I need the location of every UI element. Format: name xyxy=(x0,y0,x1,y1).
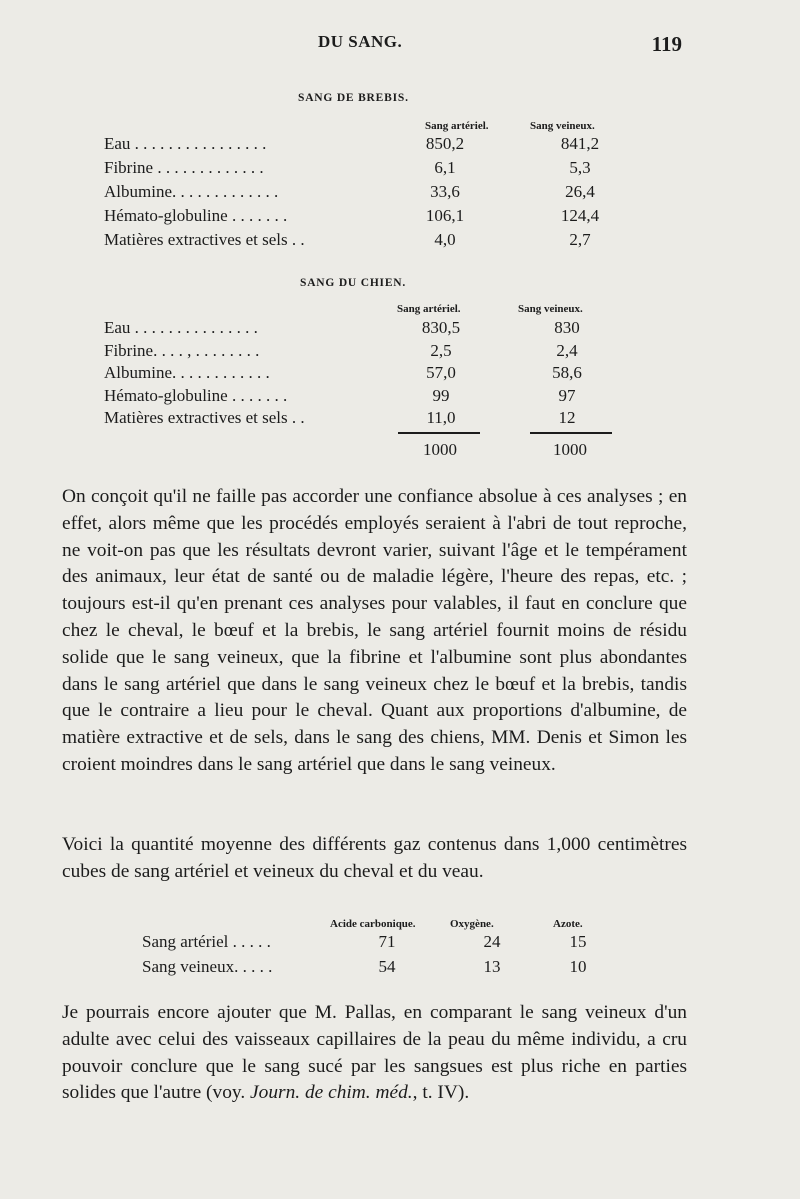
row-label: Eau . . . . . . . . . . . . . . . . xyxy=(104,134,267,153)
gas-col-oxygen: Oxygène. xyxy=(450,918,494,930)
running-head-title: DU SANG. xyxy=(318,32,403,51)
total-rule-arterial xyxy=(398,432,480,434)
paragraph-pallas-text: Je pourrais encore ajouter que M. Pallas, en comparant le sang veineux d'un adulte avec celui des vaisseaux capillaires de la peau du même individu, a cru pouvoir conclure que le sang sucé par les sangsues est plus riche en parties solides que l'autre (voy. xyxy=(62,1002,687,1104)
venous-value: 97 xyxy=(558,385,576,405)
table-row xyxy=(104,158,624,180)
venous-value: 58,6 xyxy=(552,363,582,382)
paragraph-gaz: Voici la quantité moyenne des différents gaz contenus dans 1,000 centimètres cubes de sang artériel et veineux du cheval et du veau. xyxy=(62,834,687,882)
table-row xyxy=(142,932,622,954)
table-chien-col-arterial: Sang artériel. xyxy=(397,303,461,315)
table-chien-total-arterial: 1000 xyxy=(423,440,457,459)
table-brebis-col-venous: Sang veineux. xyxy=(530,120,595,132)
arterial-value: 850,2 xyxy=(425,134,465,153)
table-chien-col-venous: Sang veineux. xyxy=(518,303,583,315)
venous-value: 124,4 xyxy=(560,206,600,225)
paragraph-pallas xyxy=(62,1000,687,1107)
gas-col-nitrogen: Azote. xyxy=(553,918,583,930)
journal-citation: Journ. de chim. méd. xyxy=(250,1082,413,1104)
table-row xyxy=(104,386,624,408)
arterial-value: 6,1 xyxy=(434,158,456,177)
row-label: Albumine. . . . . . . . . . . . . xyxy=(104,182,279,201)
gas-value: 24 xyxy=(483,932,501,951)
table-row xyxy=(104,341,624,363)
paragraph-pallas-end: , t. IV). xyxy=(412,1082,470,1104)
gas-value: 10 xyxy=(569,957,587,976)
arterial-value: 57,0 xyxy=(426,363,456,382)
table-row xyxy=(142,957,622,979)
table-chien-title: SANG DU CHIEN. xyxy=(300,277,407,289)
gas-col-co2: Acide carbonique. xyxy=(330,918,416,930)
gas-value: 13 xyxy=(483,957,501,976)
table-row xyxy=(104,134,624,156)
venous-value: 2,7 xyxy=(569,230,591,249)
row-label: Sang veineux. . . . . xyxy=(142,957,273,976)
arterial-value: 99 xyxy=(432,385,450,405)
arterial-value: 106,1 xyxy=(425,206,465,225)
table-row xyxy=(104,318,624,340)
row-label: Hémato-globuline . . . . . . . xyxy=(104,385,288,405)
venous-value: 830 xyxy=(554,318,580,337)
gas-value: 54 xyxy=(378,957,396,976)
venous-value: 2,4 xyxy=(556,340,578,360)
table-row xyxy=(104,408,624,430)
table-brebis-title: SANG DE BREBIS. xyxy=(298,92,409,104)
running-head xyxy=(0,30,800,60)
arterial-value: 33,6 xyxy=(430,182,460,201)
row-label: Sang artériel . . . . . xyxy=(142,932,271,951)
table-row xyxy=(104,182,624,204)
table-brebis-col-arterial: Sang artériel. xyxy=(425,120,489,132)
venous-value: 841,2 xyxy=(560,134,600,153)
row-label: Albumine. . . . . . . . . . . . xyxy=(104,363,270,382)
total-rule-venous xyxy=(530,432,612,434)
gas-value: 71 xyxy=(378,932,396,951)
table-row xyxy=(104,230,624,252)
row-label: Eau . . . . . . . . . . . . . . . xyxy=(104,318,258,337)
table-chien-total-venous: 1000 xyxy=(553,440,587,459)
table-row xyxy=(104,206,624,228)
venous-value: 5,3 xyxy=(569,158,591,177)
paragraph-analyses: On conçoit qu'il ne faille pas accorder une confiance absolue à ces analyses ; en effet, alors même que les procédés employés seraient à l'abri de tout reproche, ne voit-on pas que les résultats devront varier, suivant l'âge et le tempérament des animaux, leur état de santé ou de maladie légère, l'heure des repas, etc. ; toujours est-il qu'en prenant ces analyses pour valables, il faut en conclure que chez le cheval, le bœuf et la brebis, le sang artériel fournit moins de résidu solide que le sang veineux, que la fibrine et l'albumine sont plus abondantes dans le sang artériel que dans le sang veineux chez le bœuf et la brebis, tandis que le contraire a lieu pour le cheval. Quant aux proportions d'albumine, de matière extractive et de sels, dans le sang des chiens, MM. Denis et Simon les croient moindres dans le sang artériel que dans le sang veineux. xyxy=(62,486,687,775)
venous-value: 12 xyxy=(558,408,576,427)
table-row xyxy=(104,363,624,385)
row-label: Matières extractives et sels . . xyxy=(104,230,305,249)
arterial-value: 2,5 xyxy=(430,340,452,360)
gas-value: 15 xyxy=(569,932,587,951)
row-label: Hémato-globuline . . . . . . . xyxy=(104,206,288,225)
arterial-value: 830,5 xyxy=(421,318,461,337)
row-label: Fibrine . . . . . . . . . . . . . xyxy=(104,158,264,177)
arterial-value: 4,0 xyxy=(434,230,456,249)
row-label: Fibrine. . . . , . . . . . . . . xyxy=(104,340,260,360)
row-label: Matières extractives et sels . . xyxy=(104,408,305,427)
page-number: 119 xyxy=(651,32,682,56)
venous-value: 26,4 xyxy=(565,182,595,201)
arterial-value: 11,0 xyxy=(426,408,456,427)
